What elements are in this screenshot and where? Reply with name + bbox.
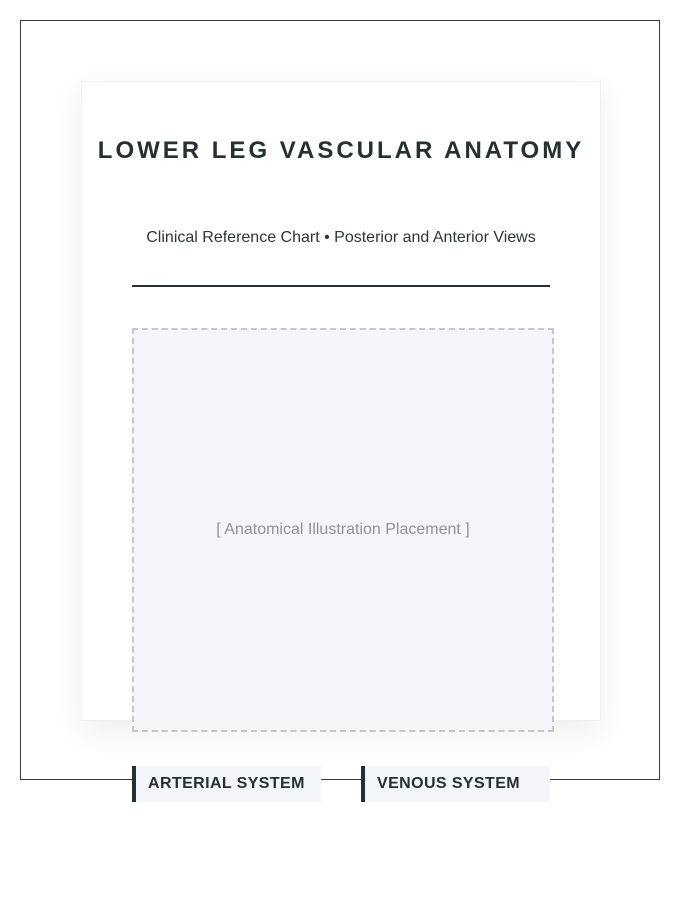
page-title: LOWER LEG VASCULAR ANATOMY [97, 137, 585, 164]
page-subtitle: Clinical Reference Chart • Posterior and Anterior Views [146, 229, 536, 246]
title-divider [132, 285, 550, 287]
illustration-placeholder-text: [ Anatomical Illustration Placement ] [216, 521, 470, 538]
illustration-placeholder [132, 328, 554, 732]
section-label-arterial-system: ARTERIAL SYSTEM [132, 766, 321, 802]
section-label-venous-system: VENOUS SYSTEM [361, 766, 550, 802]
